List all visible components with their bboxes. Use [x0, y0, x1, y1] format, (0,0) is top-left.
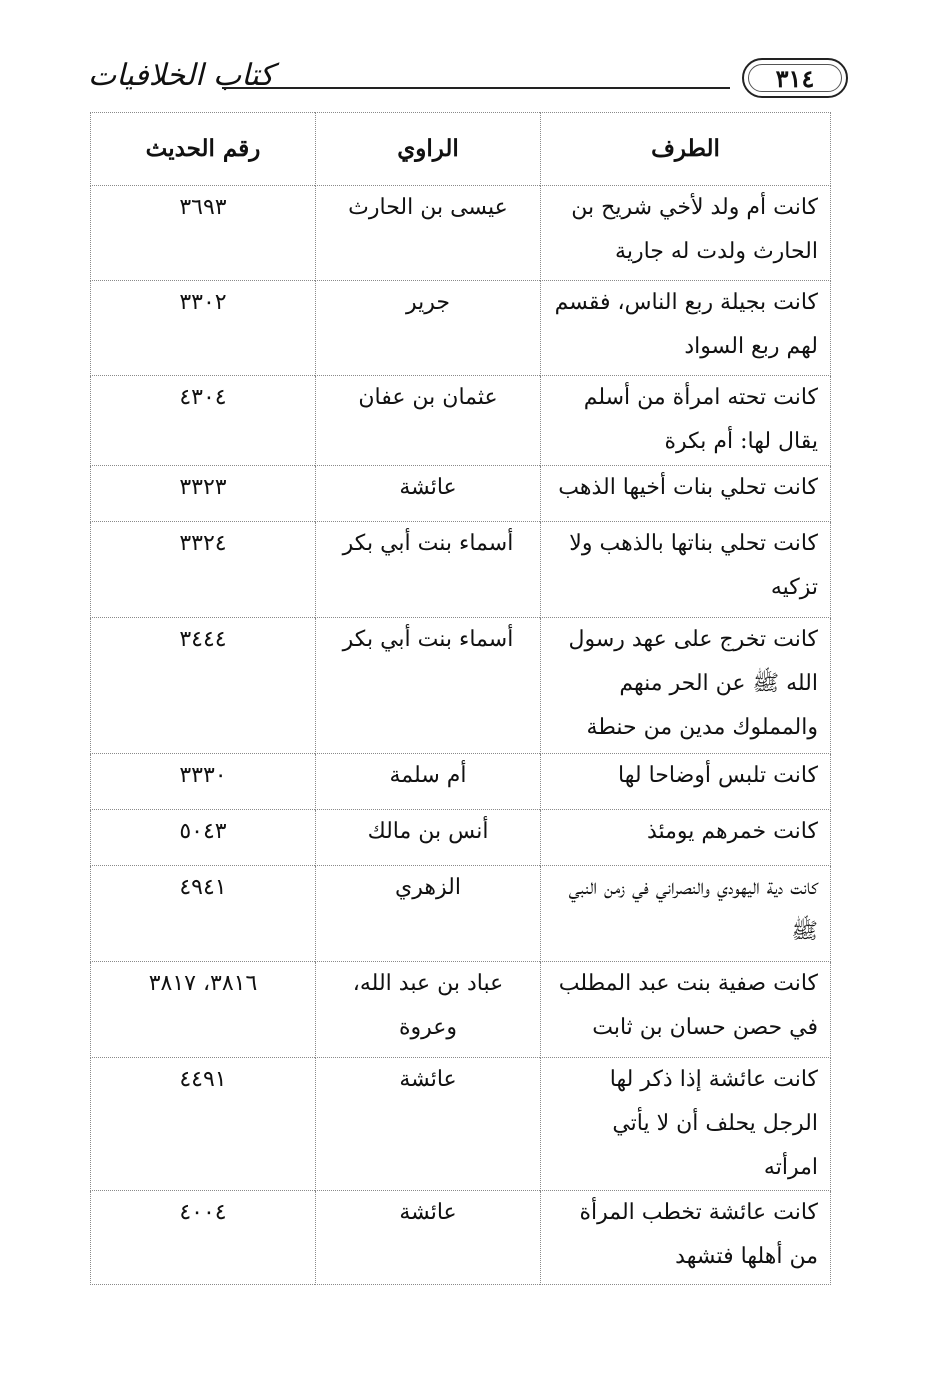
table-row	[91, 962, 831, 1058]
table-row	[91, 866, 831, 962]
cell-rawi: أنس بن مالك	[316, 810, 541, 866]
cell-number: ٣٦٩٣	[91, 186, 316, 281]
book-title: كتاب الخلافيات	[88, 58, 274, 93]
cell-rawi: أسماء بنت أبي بكر	[316, 522, 541, 618]
cell-rawi: أسماء بنت أبي بكر	[316, 618, 541, 754]
hadith-index-table	[90, 112, 831, 1285]
cell-taraf: كانت صفية بنت عبد المطلب في حصن حسان بن ثابت	[541, 962, 831, 1058]
cell-taraf: كانت تخرج على عهد رسول الله ﷺ عن الحر منهم والمملوك مدين من حنطة	[541, 618, 831, 754]
table-row	[91, 1191, 831, 1285]
cell-number: ٣٣٢٤	[91, 522, 316, 618]
page-number-text: ٣١٤	[775, 63, 815, 93]
column-header-number: رقم الحديث	[91, 113, 316, 186]
cell-number: ٤٣٠٤	[91, 376, 316, 466]
cell-number: ٣٣٣٠	[91, 754, 316, 810]
cell-rawi: أم سلمة	[316, 754, 541, 810]
cell-number: ٤٩٤١	[91, 866, 316, 962]
cell-taraf: كانت عائشة تخطب المرأة من أهلها فتشهد	[541, 1191, 831, 1285]
table-row	[91, 281, 831, 376]
cell-rawi: عائشة	[316, 466, 541, 522]
table-row	[91, 1058, 831, 1191]
cell-rawi: عائشة	[316, 1191, 541, 1285]
cell-taraf: كانت تحلي بنات أخيها الذهب	[541, 466, 831, 522]
table-row	[91, 466, 831, 522]
cell-rawi: عثمان بن عفان	[316, 376, 541, 466]
table-header-row	[91, 113, 831, 186]
cell-taraf: كانت خمرهم يومئذ	[541, 810, 831, 866]
table-row	[91, 618, 831, 754]
cell-taraf: كانت تحلي بناتها بالذهب ولا تزكيه	[541, 522, 831, 618]
cell-number: ٣٤٤٤	[91, 618, 316, 754]
cell-number: ٣٨١٦، ٣٨١٧	[91, 962, 316, 1058]
cell-rawi: الزهري	[316, 866, 541, 962]
table-row	[91, 522, 831, 618]
column-header-rawi: الراوي	[316, 113, 541, 186]
table-row	[91, 376, 831, 466]
cell-rawi: عائشة	[316, 1058, 541, 1191]
cell-taraf: كانت تحته امرأة من أسلم يقال لها: أم بكرة	[541, 376, 831, 466]
cell-number: ٣٣٠٢	[91, 281, 316, 376]
cell-number: ٣٣٢٣	[91, 466, 316, 522]
cell-taraf: كانت بجيلة ربع الناس، فقسم لهم ربع السواد	[541, 281, 831, 376]
page-number	[742, 58, 848, 98]
column-header-taraf: الطرف	[541, 113, 831, 186]
cell-taraf: كانت دية اليهودي والنصراني في زمن النبي ﷺ	[541, 866, 831, 962]
table-row	[91, 810, 831, 866]
cell-number: ٤٤٩١	[91, 1058, 316, 1191]
header-rule	[222, 87, 730, 89]
cell-taraf: كانت أم ولد لأخي شريح بن الحارث ولدت له جارية	[541, 186, 831, 281]
cell-rawi: عباد بن عبد الله، وعروة	[316, 962, 541, 1058]
page-header	[88, 56, 848, 106]
table-row	[91, 754, 831, 810]
cell-number: ٥٠٤٣	[91, 810, 316, 866]
cell-number: ٤٠٠٤	[91, 1191, 316, 1285]
cell-taraf: كانت تلبس أوضاحا لها	[541, 754, 831, 810]
cell-rawi: جرير	[316, 281, 541, 376]
cell-rawi: عيسى بن الحارث	[316, 186, 541, 281]
table-row	[91, 186, 831, 281]
cell-taraf: كانت عائشة إذا ذكر لها الرجل يحلف أن لا يأتي امرأته	[541, 1058, 831, 1191]
